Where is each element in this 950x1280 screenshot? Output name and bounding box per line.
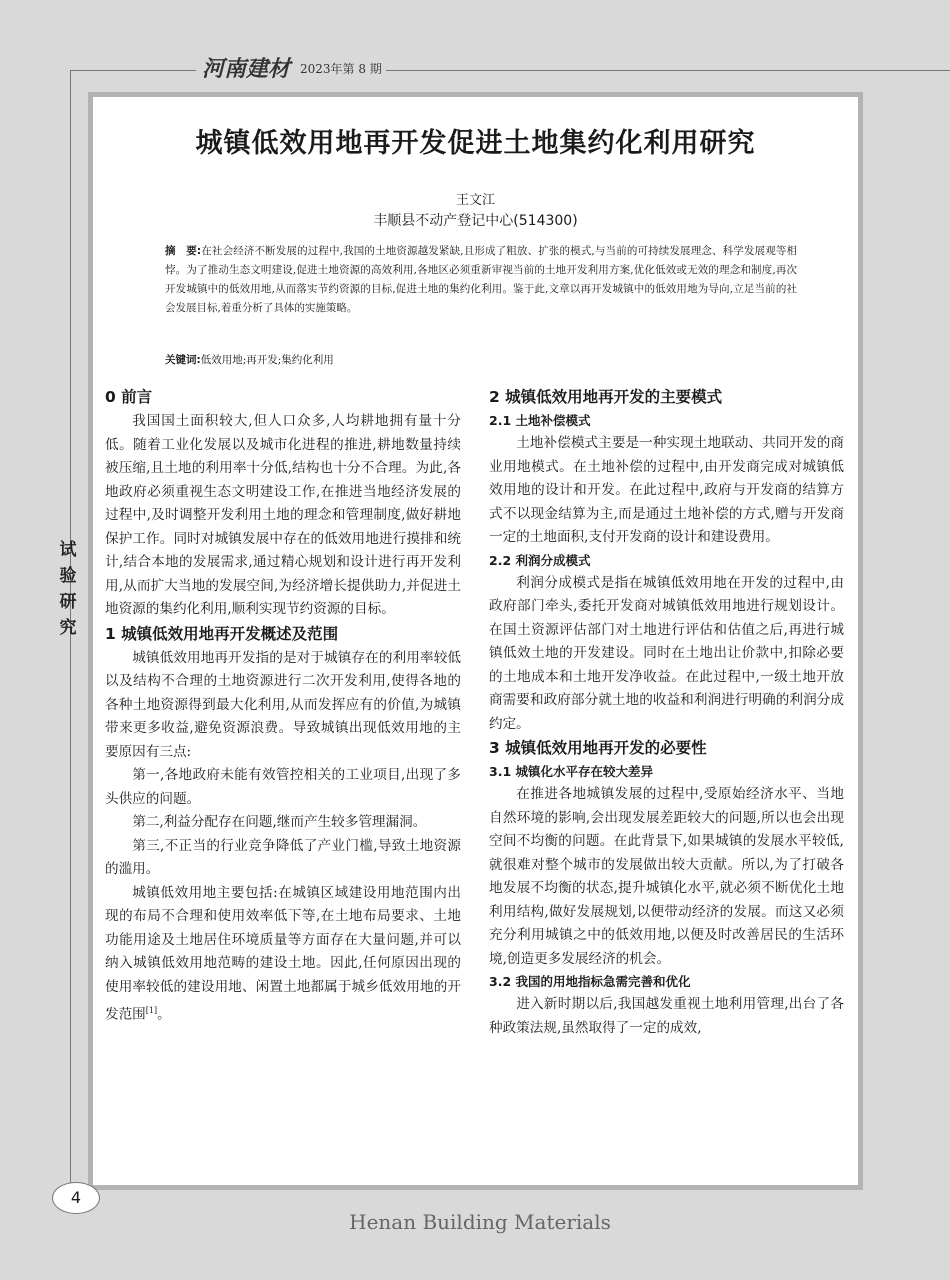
paragraph-end: 。 bbox=[157, 1006, 171, 1023]
side-char: 研 bbox=[59, 592, 77, 612]
keywords-label: 关键词: bbox=[165, 354, 201, 366]
abstract-label: 摘 要: bbox=[165, 245, 202, 257]
paragraph: 城镇低效用地再开发指的是对于城镇存在的利用率较低以及结构不合理的土地资源进行二次开发利用,使得各地的各种土地资源得到最大化利用,从而发挥应有的价值,为城镇带来更多收益,避免资源浪费。导致城镇出现低效用地的主要原因有三点: bbox=[105, 649, 461, 760]
article-author: 王文江 bbox=[455, 193, 495, 208]
journal-name: 河南建材 bbox=[196, 52, 296, 83]
article-title: 城镇低效用地再开发促进土地集约化利用研究 bbox=[195, 128, 756, 159]
paragraph: 第三,不正当的行业竞争降低了产业门槛,导致土地资源的滥用。 bbox=[105, 837, 461, 877]
subsection-heading: 2.1 土地补偿模式 bbox=[489, 413, 591, 428]
keywords-text: 低效用地;再开发;集约化利用 bbox=[200, 354, 334, 366]
keywords bbox=[165, 351, 797, 370]
paragraph: 利润分成模式是指在城镇低效用地在开发的过程中,由政府部门牵头,委托开发商对城镇低效用地进行规划设计。在国土资源评估部门对土地进行评估和估值之后,再进行城镇低效土地的开发建设。同时在土地出让价款中,扣除必要的土地成本和土地开发净收益。在此过程中,一级土地开放商需要和政府部分就土地的收益和利润进行明确的利润分成约定。 bbox=[489, 574, 844, 732]
citation: [1] bbox=[145, 1006, 158, 1015]
subsection-heading: 3.1 城镇化水平存在较大差异 bbox=[489, 764, 653, 779]
paragraph: 进入新时期以后,我国越发重视土地利用管理,出台了各种政策法规,虽然取得了一定的成效, bbox=[489, 996, 844, 1036]
paragraph: 第一,各地政府未能有效管控相关的工业项目,出现了多头供应的问题。 bbox=[105, 767, 461, 807]
paragraph bbox=[105, 882, 461, 1028]
subsection-heading: 2.2 利润分成模式 bbox=[489, 552, 591, 568]
side-char: 究 bbox=[59, 618, 77, 638]
paragraph-text: 城镇低效用地主要包括:在城镇区域建设用地范围内出现的布局不合理和使用效率低下等,在土地布局要求、土地功能用途及土地居住环境质量等方面存在大量问题,并可以纳入城镇低效用地范畴的建设土地。因此,任何原因出现的使用率较低的建设用地、闲置土地都属于城乡低效用地的开发范围 bbox=[105, 884, 461, 1023]
page-number: 4 bbox=[52, 1182, 100, 1214]
paragraph: 我国国土面积较大,但人口众多,人均耕地拥有量十分低。随着工业化发展以及城市化进程的推进,耕地数量持续被压缩,且土地的利用率十分低,结构也十分不合理。为此,各地政府必须重视生态文明建设工作,在推进当地经济发展的过程中,及时调整开发利用土地的理念和管理制度,做好耕地保护工作。同时对城镇发展中存在的低效用地进行摸排和统计,结合本地的发展需求,通过精心规划和设计进行再开发利用,从而扩大当地的发展空间,为经济增长提供助力,并促进土地资源的集约化利用,顺利实现节约资源的目标。 bbox=[105, 413, 461, 617]
section-heading: 1 城镇低效用地再开发概述及范围 bbox=[105, 624, 339, 643]
article-page bbox=[88, 92, 863, 1190]
abstract bbox=[165, 242, 797, 318]
paragraph: 在推进各地城镇发展的过程中,受原始经济水平、当地自然环境的影响,会出现发展差距较大的问题,所以也会出现空间不均衡的问题。在此背景下,如果城镇的发展水平较低,就很难对整个城市的发展做出较大贡献。所以,为了打破各地发展不均衡的状态,提升城镇化水平,就必须不断优化土地利用结构,做好发展规划,以便带动经济的发展。而这又必须充分利用城镇之中的低效用地,以便及时改善居民的生活环境,创造更多发展经济的机会。 bbox=[489, 786, 844, 967]
paragraph: 第二,利益分配存在问题,继而产生较多管理漏洞。 bbox=[132, 814, 427, 830]
section-side-label bbox=[56, 537, 80, 641]
right-column bbox=[489, 385, 844, 1040]
article-affiliation: 丰顺县不动产登记中心(514300) bbox=[373, 213, 578, 229]
subsection-heading: 3.2 我国的用地指标急需完善和优化 bbox=[489, 974, 691, 989]
section-heading: 2 城镇低效用地再开发的主要模式 bbox=[489, 388, 723, 406]
journal-english-name: Henan Building Materials bbox=[349, 1210, 611, 1234]
side-char: 试 bbox=[59, 540, 77, 560]
side-char: 验 bbox=[59, 566, 77, 586]
left-column bbox=[105, 385, 461, 1027]
section-heading: 0 前言 bbox=[105, 388, 153, 406]
paragraph: 土地补偿模式主要是一种实现土地联动、共同开发的商业用地模式。在土地补偿的过程中,由开发商完成对城镇低效用地的设计和开发。在此过程中,政府与开发商的结算方式不以现金结算为主,而是通过土地补偿的方式,赠与开发商一定的土地面积,支付开发商的设计和建设费用。 bbox=[489, 435, 844, 545]
section-heading: 3 城镇低效用地再开发的必要性 bbox=[489, 739, 707, 757]
abstract-text: 在社会经济不断发展的过程中,我国的土地资源越发紧缺,且形成了粗放、扩张的模式,与当前的可持续发展理念、科学发展观等相悖。为了推动生态文明建设,促进土地资源的高效利用,各地区必须重新审视当前的土地开发利用方案,优化低效或无效的理念和制度,再次开发城镇中的低效用地,从而落实节约资源的目标,促进土地的集约化利用。鉴于此,文章以再开发城镇中的低效用地为导向,立足当前的社会发展目标,着重分析了具体的实施策略。 bbox=[165, 245, 798, 314]
issue-label: 2023年第 8 期 bbox=[296, 60, 386, 77]
